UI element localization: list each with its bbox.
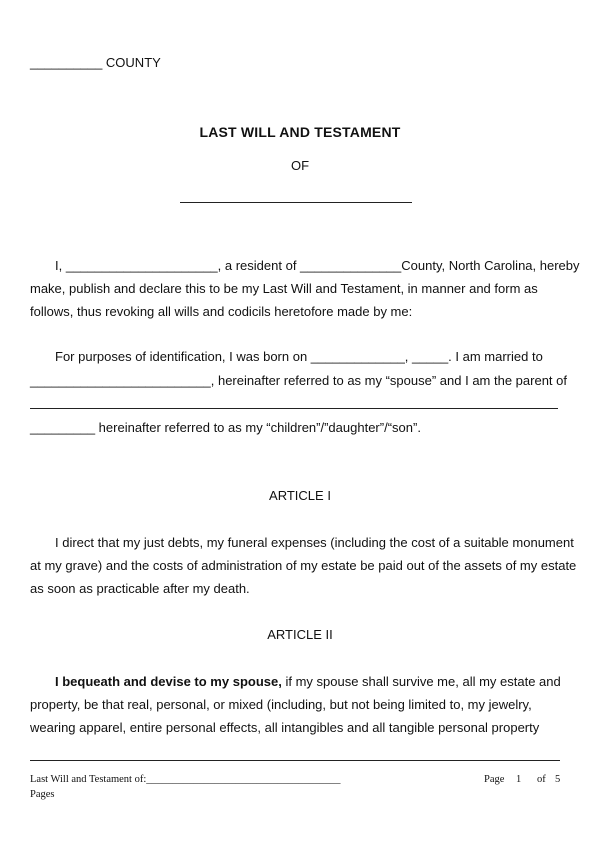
article-2-bequest-phrase: I bequeath and devise to my spouse, (55, 674, 282, 689)
article-1-line-3: as soon as practicable after my death. (30, 581, 250, 596)
intro-line-2: make, publish and declare this to be my Last Will and Testament, in manner and form as (30, 281, 538, 296)
identification-line-4: _________ hereinafter referred to as my “children”/”daughter”/“son”. (30, 420, 421, 435)
footer-of-label: of (537, 774, 546, 785)
footer-pages-word: Pages (30, 789, 55, 800)
article-2-line-1 (55, 674, 561, 690)
footer-testator: Last Will and Testament of:_____________________________________ (30, 774, 341, 785)
testator-name-line (180, 202, 412, 203)
document-title: LAST WILL AND TESTAMENT (199, 124, 401, 140)
article-2-line-1-rest: if my spouse shall survive me, all my estate and (281, 674, 561, 689)
article-2-heading: ARTICLE II (267, 627, 333, 642)
article-1-line-2: at my grave) and the costs of administration of my estate be paid out of the assets of my estate (30, 558, 577, 573)
title-of: OF (290, 158, 310, 173)
footer-total-pages: 5 (555, 774, 561, 785)
children-names-line (30, 408, 558, 409)
footer-divider (30, 760, 560, 761)
footer-page-number: 1 (516, 774, 522, 785)
identification-line-2: _________________________, hereinafter referred to as my “spouse” and I am the parent of (30, 373, 567, 388)
article-1-line-1: I direct that my just debts, my funeral expenses (including the cost of a suitable monument (55, 535, 574, 550)
footer-page-label: Page (484, 774, 505, 785)
article-2-line-2: property, be that real, personal, or mixed (including, but not being limited to, my jewelry, (30, 697, 532, 712)
article-1-heading: ARTICLE I (269, 488, 331, 503)
article-2-line-3: wearing apparel, entire personal effects, all intangibles and all tangible personal property (30, 720, 540, 735)
identification-line-1: For purposes of identification, I was born on _____________, _____. I am married to (55, 349, 543, 364)
county-header: __________ COUNTY (30, 55, 161, 70)
intro-line-3: follows, thus revoking all wills and codicils heretofore made by me: (30, 304, 413, 319)
intro-line-1: I, _____________________, a resident of ______________County, North Carolina, hereby (55, 258, 580, 273)
